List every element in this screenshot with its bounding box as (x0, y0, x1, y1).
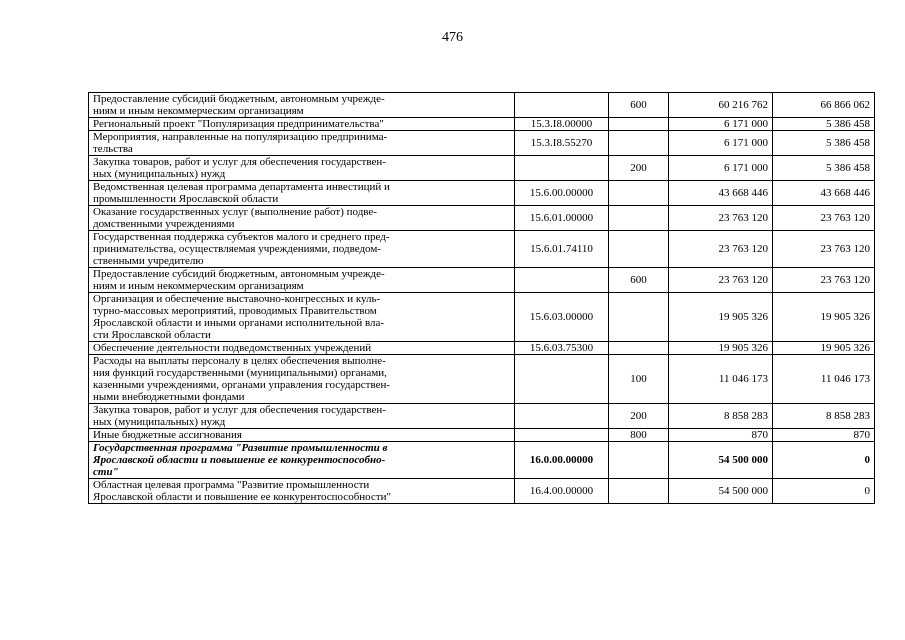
row-code-cell: 15.6.01.00000 (515, 206, 609, 231)
page-number: 476 (442, 30, 463, 45)
row-code-cell (515, 268, 609, 293)
row-code-cell (515, 429, 609, 442)
row-kind-cell: 100 (609, 355, 669, 404)
row-name-cell: Иные бюджетные ассигнования (89, 429, 515, 442)
row-name-cell: Областная целевая программа "Развитие промышленности Ярославской области и повышение ее конкурентоспособности" (89, 479, 515, 504)
table-row (89, 442, 875, 479)
row-code-cell: 15.6.03.00000 (515, 293, 609, 342)
row-sum-2021-cell: 5 386 458 (773, 118, 875, 131)
row-sum-2021-cell: 23 763 120 (773, 206, 875, 231)
row-sum-2020-cell: 8 858 283 (669, 404, 773, 429)
row-sum-2021-cell: 8 858 283 (773, 404, 875, 429)
row-kind-cell (609, 118, 669, 131)
table-row (89, 268, 875, 293)
row-sum-2020-cell: 54 500 000 (669, 442, 773, 479)
row-name-cell: Закупка товаров, работ и услуг для обеспечения государствен- ных (муниципальных) нужд (89, 156, 515, 181)
row-sum-2021-cell: 5 386 458 (773, 131, 875, 156)
row-sum-2020-cell: 19 905 326 (669, 342, 773, 355)
table-row (89, 231, 875, 268)
row-sum-2021-cell: 11 046 173 (773, 355, 875, 404)
table-row (89, 118, 875, 131)
table-row (89, 355, 875, 404)
row-name-cell: Ведомственная целевая программа департамента инвестиций и промышленности Ярославской области (89, 181, 515, 206)
row-sum-2021-cell: 19 905 326 (773, 293, 875, 342)
row-code-cell: 15.6.03.75300 (515, 342, 609, 355)
row-sum-2020-cell: 54 500 000 (669, 479, 773, 504)
row-name-cell: Закупка товаров, работ и услуг для обеспечения государствен- ных (муниципальных) нужд (89, 404, 515, 429)
row-code-cell: 15.3.I8.55270 (515, 131, 609, 156)
row-code-cell (515, 355, 609, 404)
row-sum-2020-cell: 6 171 000 (669, 156, 773, 181)
row-kind-cell (609, 231, 669, 268)
table-row (89, 429, 875, 442)
table-row (89, 93, 875, 118)
row-code-cell: 15.6.00.00000 (515, 181, 609, 206)
row-sum-2020-cell: 6 171 000 (669, 118, 773, 131)
row-code-cell: 16.4.00.00000 (515, 479, 609, 504)
row-sum-2021-cell: 43 668 446 (773, 181, 875, 206)
row-kind-cell: 800 (609, 429, 669, 442)
table-row (89, 181, 875, 206)
row-sum-2020-cell: 23 763 120 (669, 206, 773, 231)
row-sum-2021-cell: 0 (773, 442, 875, 479)
row-code-cell (515, 93, 609, 118)
row-name-cell: Предоставление субсидий бюджетным, автономным учрежде- ниям и иным некоммерческим организациям (89, 268, 515, 293)
table-row (89, 156, 875, 181)
budget-table (88, 92, 875, 504)
table-row (89, 206, 875, 231)
row-kind-cell (609, 342, 669, 355)
row-sum-2020-cell: 23 763 120 (669, 268, 773, 293)
table-row (89, 293, 875, 342)
row-sum-2021-cell: 19 905 326 (773, 342, 875, 355)
row-kind-cell (609, 206, 669, 231)
row-sum-2021-cell: 66 866 062 (773, 93, 875, 118)
row-sum-2020-cell: 11 046 173 (669, 355, 773, 404)
row-sum-2021-cell: 870 (773, 429, 875, 442)
row-sum-2020-cell: 870 (669, 429, 773, 442)
row-code-cell (515, 156, 609, 181)
row-kind-cell (609, 293, 669, 342)
row-name-cell: Оказание государственных услуг (выполнение работ) подве- домственными учреждениями (89, 206, 515, 231)
table-row (89, 404, 875, 429)
row-kind-cell (609, 479, 669, 504)
row-name-cell: Обеспечение деятельности подведомственных учреждений (89, 342, 515, 355)
row-name-cell: Предоставление субсидий бюджетным, автономным учрежде- ниям и иным некоммерческим организациям (89, 93, 515, 118)
row-sum-2020-cell: 43 668 446 (669, 181, 773, 206)
table-row (89, 131, 875, 156)
table-row (89, 342, 875, 355)
row-name-cell: Расходы на выплаты персоналу в целях обеспечения выполне- ния функций государственными (муниципальными) органами, казенными учреждениями, органами управления государствен- ными внебюджетными фондами (89, 355, 515, 404)
row-code-cell: 15.3.I8.00000 (515, 118, 609, 131)
row-kind-cell: 600 (609, 93, 669, 118)
row-kind-cell (609, 181, 669, 206)
row-sum-2020-cell: 19 905 326 (669, 293, 773, 342)
row-sum-2020-cell: 6 171 000 (669, 131, 773, 156)
row-kind-cell: 200 (609, 404, 669, 429)
row-sum-2021-cell: 0 (773, 479, 875, 504)
row-sum-2021-cell: 23 763 120 (773, 231, 875, 268)
row-name-cell: Государственная программа "Развитие промышленности в Ярославской области и повышение ее конкурентоспособно- сти" (89, 442, 515, 479)
row-sum-2020-cell: 23 763 120 (669, 231, 773, 268)
row-code-cell: 15.6.01.74110 (515, 231, 609, 268)
row-name-cell: Государственная поддержка субъектов малого и среднего пред- принимательства, осуществляемая учреждениями, подведом- ственными учредителю (89, 231, 515, 268)
row-kind-cell (609, 442, 669, 479)
row-sum-2021-cell: 5 386 458 (773, 156, 875, 181)
row-name-cell: Мероприятия, направленные на популяризацию предпринима- тельства (89, 131, 515, 156)
row-name-cell: Региональный проект "Популяризация предпринимательства" (89, 118, 515, 131)
row-kind-cell: 200 (609, 156, 669, 181)
row-name-cell: Организация и обеспечение выставочно-конгрессных и куль- турно-массовых мероприятий, проводимых Правительством Ярославской области и иными органами исполнительной вла- сти Ярославской области (89, 293, 515, 342)
row-sum-2020-cell: 60 216 762 (669, 93, 773, 118)
table-row (89, 479, 875, 504)
row-code-cell (515, 404, 609, 429)
row-kind-cell (609, 131, 669, 156)
row-kind-cell: 600 (609, 268, 669, 293)
row-sum-2021-cell: 23 763 120 (773, 268, 875, 293)
row-code-cell: 16.0.00.00000 (515, 442, 609, 479)
